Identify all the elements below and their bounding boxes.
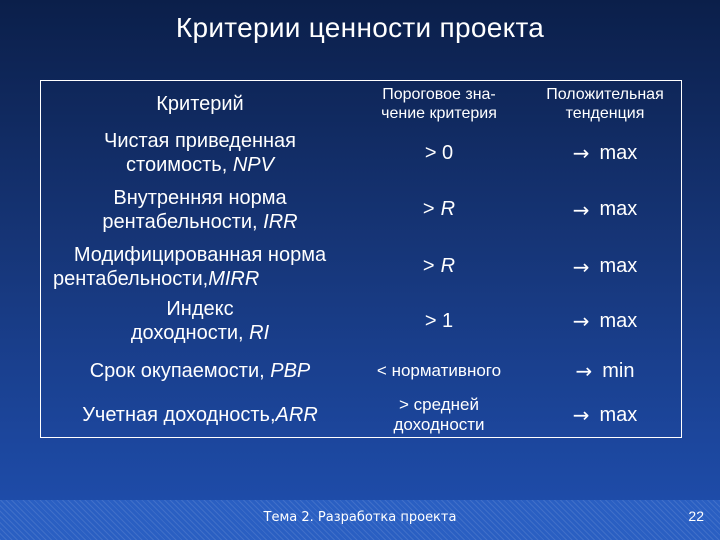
header-trend [527,81,683,127]
row-mirr-trend [527,238,683,295]
row-ri-trend-value: max [599,309,638,332]
row-irr-line1: Внутренняя норма [113,186,287,209]
row-pbp-trend [527,349,683,393]
arrow-icon: → [572,254,590,279]
row-npv-line1: Чистая приведенная [104,130,296,152]
row-ri-text: доходности, [130,322,250,344]
header-trend-line2: тенденция [565,105,645,122]
row-irr-threshold-var: R [440,198,456,220]
row-arr-text: Учетная доходность, [82,404,276,426]
row-npv-trend [527,125,683,181]
row-arr-threshold-line2: доходности [393,415,485,434]
criteria-table [40,80,682,438]
slide-title: Критерии ценности проекта [175,12,545,43]
row-npv-trend-value: max [599,141,638,164]
footer-topic: Тема 2. Разработка проекта [263,510,457,525]
row-pbp-trend-value: min [602,359,635,382]
header-threshold [359,81,519,127]
row-ri-name [41,295,359,347]
row-ri-threshold-value: > 1 [424,309,454,332]
row-ri-abbr: RI [249,322,270,344]
row-arr-trend [527,393,683,437]
row-mirr-threshold-sign: > [422,255,435,277]
row-arr-trend-value: max [599,403,638,426]
row-ri-threshold [359,295,519,347]
page-number: 22 [688,508,704,524]
row-pbp-threshold [359,349,519,393]
row-mirr-trend-value: max [599,255,638,277]
row-irr-text: рентабельности, [102,210,264,233]
arrow-icon: → [572,197,590,222]
row-mirr-line2 [53,267,259,291]
row-irr-trend [527,181,683,238]
row-ri-line1: Индекс [166,298,234,320]
row-npv-name [41,125,359,181]
row-arr-name [41,393,359,437]
row-irr-name [41,181,359,238]
row-ri-line2 [131,321,269,345]
row-npv-text: стоимость, [126,154,233,176]
arrow-icon: → [572,141,590,165]
header-threshold-line2: чение критерия [381,105,497,122]
row-npv-threshold-value: > 0 [424,141,454,164]
row-pbp-abbr: PBP [270,360,311,382]
row-mirr-line1: Модифицированная норма [73,243,327,266]
row-mirr-threshold [359,238,519,295]
row-pbp-name [41,349,359,393]
row-mirr-threshold-var: R [440,255,456,277]
row-arr-threshold-line1: > средней [399,395,479,414]
header-threshold-line1: Пороговое зна- [382,86,496,103]
row-ri-trend [527,295,683,347]
row-pbp-threshold-value: < нормативного [376,361,502,380]
row-arr-threshold [359,393,519,437]
row-irr-threshold-sign: > [422,198,435,220]
row-irr-trend-value: max [599,198,638,220]
row-irr-abbr: IRR [263,210,298,233]
row-npv-abbr: NPV [232,154,274,176]
row-mirr-text: рентабельности, [53,267,209,290]
row-mirr-name [41,238,359,295]
arrow-icon: → [575,359,593,383]
row-irr-line2 [102,210,297,234]
row-irr-threshold [359,181,519,238]
header-criterion [41,81,359,127]
row-pbp-text: Срок окупаемости, [89,360,271,382]
header-trend-line1: Положительная [546,86,664,103]
row-mirr-abbr: MIRR [208,267,260,290]
header-criterion-label: Критерий [156,93,244,115]
arrow-icon: → [572,309,590,333]
row-npv-line2 [126,153,274,177]
row-arr-abbr: ARR [275,404,318,426]
arrow-icon: → [572,403,590,427]
row-npv-threshold [359,125,519,181]
